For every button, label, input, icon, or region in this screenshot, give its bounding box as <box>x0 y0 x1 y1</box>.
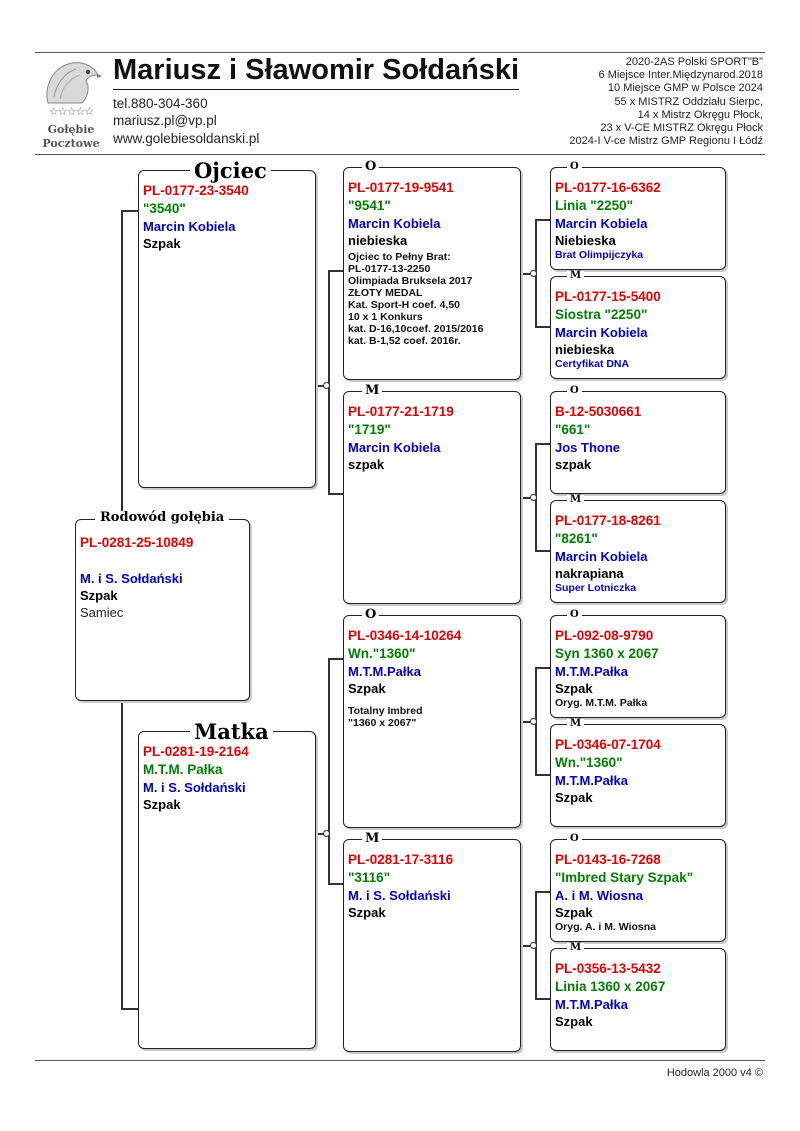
ggp-color: Szpak <box>555 905 593 920</box>
subject-color: Szpak <box>80 588 118 603</box>
connector-line <box>535 774 550 776</box>
father-card[interactable] <box>138 170 316 488</box>
ggp-breeder: M.T.M.Pałka <box>555 997 628 1012</box>
ggp-ring: PL-0346-07-1704 <box>555 737 661 752</box>
ggp-note: Brat Olimpijczyka <box>555 249 644 261</box>
gp-ring: PL-0177-19-9541 <box>348 180 454 195</box>
connector-line <box>328 270 344 272</box>
ggp-breeder: A. i M. Wiosna <box>555 888 643 903</box>
ggp-breeder: Marcin Kobiela <box>555 216 648 231</box>
gp-breeder: M.T.M.Pałka <box>348 664 421 679</box>
achievement-item: 2020-2AS Polski SPORT"B" <box>625 56 763 68</box>
ggp-card[interactable] <box>550 948 726 1051</box>
gp-note: ZŁOTY MEDAL <box>348 287 423 299</box>
connector-line <box>535 891 550 893</box>
ggp-card[interactable] <box>550 615 726 718</box>
ggp-color: nakrapiana <box>555 566 624 581</box>
connector-line <box>535 443 550 445</box>
ggp-ring: PL-0143-16-7268 <box>555 852 661 867</box>
gp-breeder: Marcin Kobiela <box>348 440 441 455</box>
gp-note: kat. D-16,10coef. 2015/2016 <box>348 323 484 335</box>
ggp-card[interactable] <box>550 276 726 379</box>
ggp-ring: PL-0177-15-5400 <box>555 289 661 304</box>
ggp-sex-label: M <box>567 271 584 281</box>
ggp-card[interactable] <box>550 167 726 270</box>
connector-dot <box>530 718 537 725</box>
gp-note: Kat. Sport-H coef. 4,50 <box>348 299 461 311</box>
logo-text-line2: Pocztowe <box>42 137 100 150</box>
ggp-name: Siostra "2250" <box>555 307 648 322</box>
email-address[interactable]: mariusz.pl@vp.pl <box>113 113 217 128</box>
gp-note: Ojciec to Pełny Brat: <box>348 251 451 263</box>
ggp-note: Super Lotniczka <box>555 582 637 594</box>
ggp-name: Wn."1360" <box>555 755 623 770</box>
father-label: Ojciec <box>190 160 271 181</box>
subject-ring: PL-0281-25-10849 <box>80 535 194 550</box>
ggp-ring: PL-092-08-9790 <box>555 628 654 643</box>
connector-line <box>328 883 344 885</box>
ggp-ring: PL-0177-18-8261 <box>555 513 661 528</box>
footer-copyright: Hodowla 2000 v4 © <box>666 1067 763 1079</box>
gp-breeder: M. i S. Sołdański <box>348 888 451 903</box>
mother-color: Szpak <box>143 797 181 812</box>
gp-name: Wn."1360" <box>348 646 416 661</box>
logo-text-line1: Gołębie <box>47 123 95 136</box>
ggp-card[interactable] <box>550 500 726 603</box>
achievement-item: 14 x Mistrz Okręgu Płock, <box>637 108 763 121</box>
ggp-name: Syn 1360 x 2067 <box>555 646 659 661</box>
gp-sex-label: O <box>362 160 379 173</box>
gp-sex-label: M <box>362 384 382 397</box>
gp-sex-label: M <box>362 832 382 845</box>
connector-line <box>535 667 550 669</box>
website-link[interactable]: www.golebiesoldanski.pl <box>113 131 260 146</box>
ggp-card[interactable] <box>550 724 726 827</box>
paternal-grandmother-card[interactable] <box>343 391 521 604</box>
maternal-grandfather-card[interactable] <box>343 615 521 828</box>
ggp-color: niebieska <box>555 342 615 357</box>
gp-color: szpak <box>348 457 385 472</box>
gp-note: 10 x 1 Konkurs <box>348 311 423 323</box>
ggp-breeder: Marcin Kobiela <box>555 549 648 564</box>
footer-rule <box>35 1060 765 1061</box>
ggp-sex-label: O <box>567 610 582 620</box>
ggp-color: Szpak <box>555 790 593 805</box>
connector-line <box>328 658 344 660</box>
connector-dot <box>530 494 537 501</box>
ggp-breeder: M.T.M.Pałka <box>555 664 628 679</box>
header-bottom-rule <box>35 154 765 155</box>
connector-line <box>328 658 330 884</box>
achievements-list <box>569 56 763 148</box>
ggp-sex-label: M <box>567 495 584 505</box>
ggp-name: Linia "2250" <box>555 198 634 213</box>
owner-name: Mariusz i Sławomir Sołdański <box>113 54 519 90</box>
ggp-name: "Imbred Stary Szpak" <box>555 870 694 885</box>
father-color: Szpak <box>143 236 181 251</box>
ggp-breeder: Marcin Kobiela <box>555 325 648 340</box>
gp-color: Szpak <box>348 681 386 696</box>
gp-name: "3116" <box>348 870 391 885</box>
achievement-item: 10 Miejsce GMP w Polsce 2024 <box>607 82 763 95</box>
logo <box>36 57 106 150</box>
ggp-color: szpak <box>555 457 592 472</box>
subject-title: Rodowód gołębia <box>95 511 229 524</box>
connector-line <box>328 493 344 495</box>
achievement-item: 23 x V-CE MISTRZ Okręgu Płock <box>600 122 763 135</box>
mother-ring: PL-0281-19-2164 <box>143 744 249 759</box>
gp-ring: PL-0346-14-10264 <box>348 628 462 643</box>
header-top-rule <box>35 52 765 53</box>
gp-color: Szpak <box>348 905 386 920</box>
connector-dot <box>530 270 537 277</box>
mother-card[interactable] <box>138 731 316 1049</box>
ggp-card[interactable] <box>550 391 726 494</box>
subject-sex: Samiec <box>80 605 124 620</box>
achievement-item: 55 x MISTRZ Oddziału Sierpc, <box>614 95 763 108</box>
connector-line <box>535 550 550 552</box>
ggp-card[interactable] <box>550 839 726 942</box>
gp-ring: PL-0177-21-1719 <box>348 404 454 419</box>
ggp-color: Szpak <box>555 1014 593 1029</box>
logo-stars: ☆☆☆☆☆ <box>48 105 94 118</box>
connector-dot <box>530 942 537 949</box>
ggp-ring: B-12-5030661 <box>555 404 642 419</box>
connector-dot <box>323 382 330 389</box>
ggp-note: Oryg. M.T.M. Pałka <box>555 697 648 709</box>
ggp-sex-label: M <box>567 943 584 953</box>
ggp-breeder: M.T.M.Pałka <box>555 773 628 788</box>
maternal-grandmother-card[interactable] <box>343 839 521 1052</box>
ggp-sex-label: M <box>567 719 584 729</box>
ggp-name: "661" <box>555 422 591 437</box>
connector-line <box>121 210 139 212</box>
gp-note: Totalny Imbred <box>348 705 423 717</box>
gp-note: PL-0177-13-2250 <box>348 263 431 275</box>
ggp-breeder: Jos Thone <box>555 440 621 455</box>
ggp-ring: PL-0177-16-6362 <box>555 180 661 195</box>
gp-note: "1360 x 2067" <box>348 717 417 729</box>
achievement-item: 6 Miejsce Inter.Międzynarod.2018 <box>598 69 763 82</box>
connector-line <box>535 998 550 1000</box>
ggp-sex-label: O <box>567 834 582 844</box>
connector-dot <box>323 830 330 837</box>
connector-line <box>535 326 550 328</box>
ggp-name: Linia 1360 x 2067 <box>555 979 666 994</box>
phone-number: tel.880-304-360 <box>113 96 208 111</box>
connector-line <box>121 1008 139 1010</box>
mother-label: Matka <box>190 721 273 742</box>
father-name: "3540" <box>143 201 186 216</box>
mother-name: M.T.M. Pałka <box>143 762 223 777</box>
ggp-color: Szpak <box>555 681 593 696</box>
subject-card[interactable] <box>75 519 250 701</box>
gp-color: niebieska <box>348 233 408 248</box>
gp-name: "1719" <box>348 422 391 437</box>
gp-ring: PL-0281-17-3116 <box>348 852 454 867</box>
paternal-grandfather-card[interactable] <box>343 167 521 380</box>
ggp-note: Certyfikat DNA <box>555 358 630 370</box>
gp-sex-label: O <box>362 608 379 621</box>
father-breeder: Marcin Kobiela <box>143 219 236 234</box>
connector-line <box>535 219 550 221</box>
ggp-note: Oryg. A. i M. Wiosna <box>555 921 657 933</box>
pigeon-head-icon <box>42 57 102 105</box>
gp-note: kat. B-1,52 coef. 2016r. <box>348 335 461 347</box>
ggp-color: Niebieska <box>555 233 616 248</box>
achievement-item: 2024-I V-ce Mistrz GMP Regionu I Łódź <box>569 135 763 148</box>
gp-breeder: Marcin Kobiela <box>348 216 441 231</box>
gp-name: "9541" <box>348 198 391 213</box>
ggp-name: "8261" <box>555 531 598 546</box>
mother-breeder: M. i S. Sołdański <box>143 780 246 795</box>
gp-note: Olimpiada Bruksela 2017 <box>348 275 473 287</box>
ggp-ring: PL-0356-13-5432 <box>555 961 661 976</box>
ggp-sex-label: O <box>567 386 582 396</box>
father-ring: PL-0177-23-3540 <box>143 183 249 198</box>
connector-line <box>121 700 123 1010</box>
subject-owner: M. i S. Sołdański <box>80 571 183 586</box>
connector-line <box>121 210 123 522</box>
ggp-sex-label: O <box>567 162 582 172</box>
